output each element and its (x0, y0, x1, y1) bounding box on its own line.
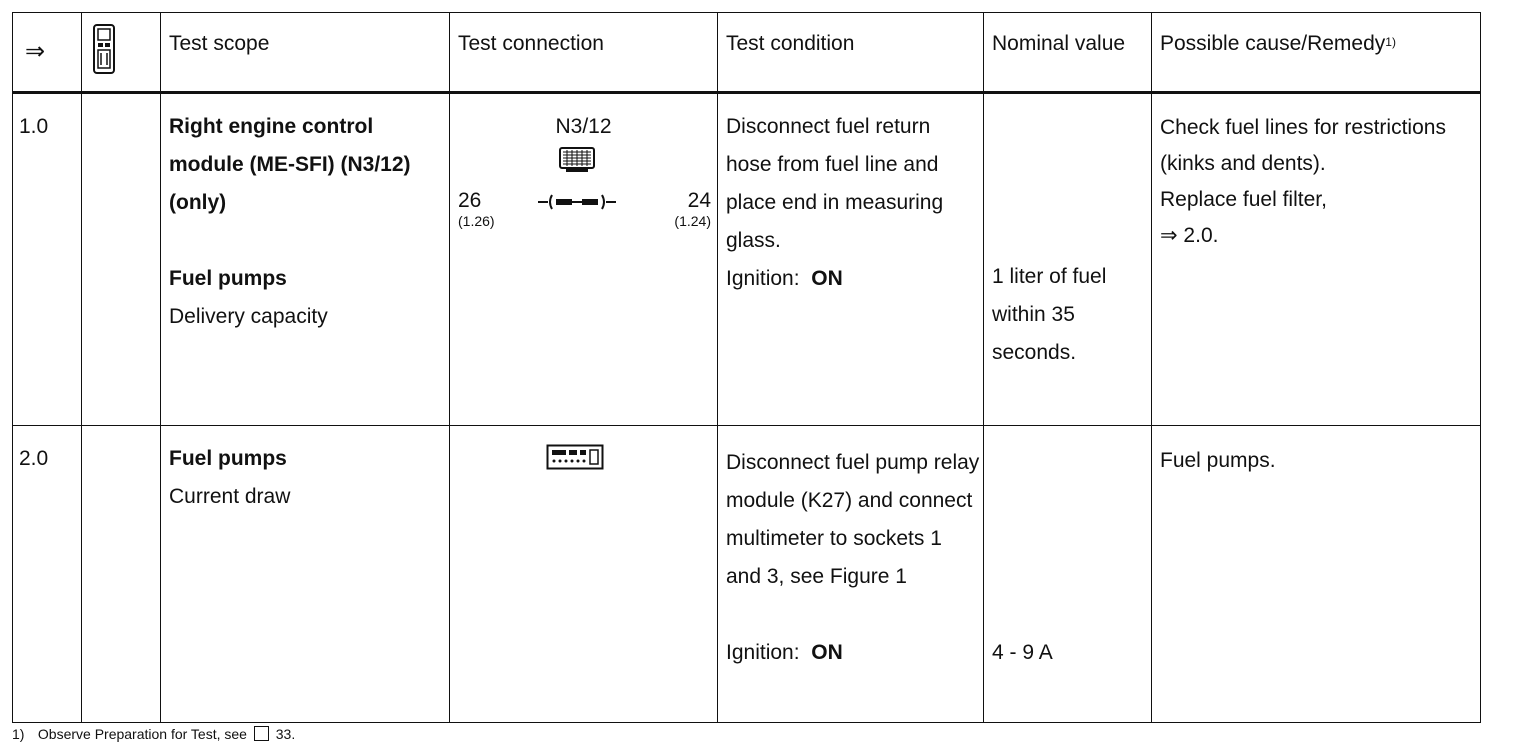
row-number: 2.0 (19, 447, 49, 470)
row-number-cell (13, 426, 82, 723)
header-tester-col (82, 13, 161, 93)
test-connection-cell (450, 426, 718, 723)
scope-measurement: Delivery capacity (169, 305, 328, 328)
test-scope-cell (161, 93, 450, 426)
header-nominal-value: Nominal value (984, 13, 1152, 93)
diagnostic-test-table (12, 12, 1481, 723)
test-leads-icon (538, 193, 618, 211)
footnote-ref: 1) (1385, 35, 1396, 49)
test-condition-cell (718, 93, 984, 426)
nominal-line: 4 - 9 A (992, 641, 1053, 664)
header-test-condition: Test condition (718, 13, 984, 93)
nominal-value-cell (984, 93, 1152, 426)
condition-line: and 3, see Figure 1 (726, 565, 907, 588)
scope-title-line: (only) (169, 191, 227, 214)
arrow-symbol: ⇒ (25, 38, 46, 65)
header-possible-cause: Possible cause/Remedy1) (1152, 13, 1481, 93)
ignition-state: ON (811, 641, 843, 664)
condition-line: multimeter to sockets 1 (726, 527, 942, 550)
row-number-cell (13, 93, 82, 426)
test-scope-cell (161, 426, 450, 723)
scope-title-line: Right engine control (169, 115, 374, 138)
remedy-cell (1152, 93, 1481, 426)
book-reference-icon (254, 726, 269, 741)
tester-cell (82, 426, 161, 723)
pin-right-number: 24 (687, 189, 711, 212)
footnote-text: Observe Preparation for Test, see (37, 726, 247, 742)
hand-held-tester-icon (92, 23, 116, 75)
ignition-condition: Ignition: ON (726, 267, 843, 290)
table-header-row (13, 13, 1481, 93)
nominal-value-cell (984, 426, 1152, 723)
condition-line: Disconnect fuel return (726, 115, 931, 138)
pin-left-subnumber: (1.26) (458, 213, 495, 229)
footnote (12, 722, 295, 746)
tester-cell (82, 93, 161, 426)
header-arrow-col (13, 13, 82, 93)
nominal-line: 1 liter of fuel (992, 265, 1107, 288)
scope-component: Fuel pumps (169, 267, 287, 290)
test-condition-cell (718, 426, 984, 723)
remedy-line: Check fuel lines for restrictions (1160, 116, 1446, 139)
condition-line: place end in measuring (726, 191, 944, 214)
pin-left-number: 26 (458, 189, 482, 212)
condition-line: Disconnect fuel pump relay (726, 451, 980, 474)
control-module-icon (558, 146, 596, 174)
footnote-page: 33. (275, 726, 296, 742)
multimeter-icon (546, 444, 604, 470)
remedy-line: Replace fuel filter, (1160, 188, 1327, 211)
header-test-connection: Test connection (450, 13, 718, 93)
ignition-state: ON (811, 267, 843, 290)
remedy-line: Fuel pumps. (1160, 449, 1276, 472)
table-row (13, 93, 1481, 426)
nominal-line: seconds. (992, 341, 1077, 364)
remedy-cell (1152, 426, 1481, 723)
condition-line: hose from fuel line and (726, 153, 939, 176)
remedy-line: ⇒ 2.0. (1160, 224, 1219, 247)
scope-title-line: module (ME-SFI) (N3/12) (169, 153, 411, 176)
scope-measurement: Current draw (169, 485, 291, 508)
nominal-line: within 35 (992, 303, 1075, 326)
table-row (13, 426, 1481, 723)
test-connection-cell (450, 93, 718, 426)
pin-right-subnumber: (1.24) (674, 213, 711, 229)
connection-module-label: N3/12 (555, 115, 612, 138)
scope-component: Fuel pumps (169, 447, 287, 470)
row-number: 1.0 (19, 115, 49, 138)
header-test-scope: Test scope (161, 13, 450, 93)
condition-line: glass. (726, 229, 781, 252)
condition-line: module (K27) and connect (726, 489, 973, 512)
remedy-line: (kinks and dents). (1160, 152, 1326, 175)
ignition-condition: Ignition: ON (726, 641, 843, 664)
footnote-number: 1) (12, 726, 25, 742)
